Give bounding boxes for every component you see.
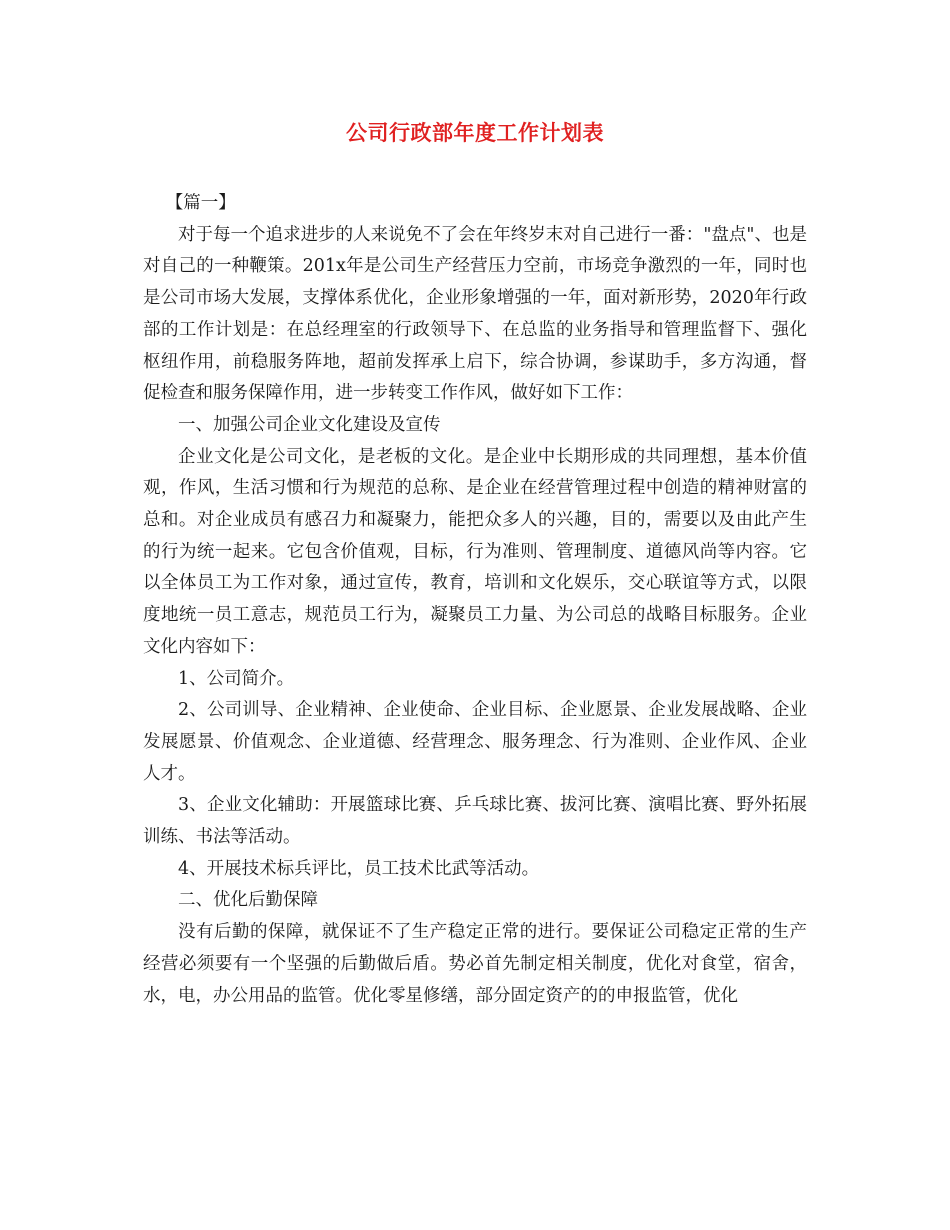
list-item-1: 1、公司简介。 [178, 668, 295, 689]
heading-culture: 一、加强公司企业文化建设及宣传 [178, 414, 441, 435]
document-title: 公司行政部年度工作计划表 [346, 121, 604, 145]
paragraph-intro: 对于每一个追求进步的人来说免不了会在年终岁末对自己进行一番："盘点"、也是对自己的一种鞭策。201x年是公司生产经营压力空前，市场竞争激烈的一年，同时也是公司市场大发展，支撑体系优化，企业形象增强的一年，面对新形势，2020年行政部的工作计划是：在总经理室的行政领导下、在总监的业务指导和管理监督下、强化枢纽作用，前稳服务阵地，超前发挥承上启下，综合协调，参谋助手，多方沟通，督促检查和服务保障作用，进一步转变工作作风，做好如下工作： [143, 224, 807, 404]
section-tag: 【篇一】 [165, 193, 236, 213]
heading-logistics: 二、优化后勤保障 [178, 890, 318, 911]
list-item-4: 4、开展技术标兵评比，员工技术比武等活动。 [178, 858, 540, 879]
list-item-3: 3、企业文化辅助：开展篮球比赛、乒乓球比赛、拔河比赛、演唱比赛、野外拓展训练、书法等活动。 [143, 795, 807, 848]
document-body [143, 188, 807, 1012]
list-item-2: 2、公司训导、企业精神、企业使命、企业目标、企业愿景、企业发展战略、企业发展愿景、价值观念、企业道德、经营理念、服务理念、行为准则、企业作风、企业人才。 [143, 700, 807, 784]
paragraph-culture: 企业文化是公司文化，是老板的文化。是企业中长期形成的共同理想，基本价值观，作风，生活习惯和行为规范的总称、是企业在经营管理过程中创造的精神财富的总和。对企业成员有感召力和凝聚力，能把众多人的兴趣，目的，需要以及由此产生的行为统一起来。它包含价值观，目标，行为准则、管理制度、道德风尚等内容。它以全体员工为工作对象，通过宣传，教育，培训和文化娱乐，交心联谊等方式，以限度地统一员工意志，规范员工行为，凝聚员工力量、为公司总的战略目标服务。企业文化内容如下： [143, 446, 807, 657]
paragraph-logistics: 没有后勤的保障，就保证不了生产稳定正常的进行。要保证公司稳定正常的生产经营必须要有一个坚强的后勤做后盾。势必首先制定相关制度，优化对食堂，宿舍，水，电，办公用品的监管。优化零星修缮，部分固定资产的的申报监管，优化 [143, 922, 807, 1006]
